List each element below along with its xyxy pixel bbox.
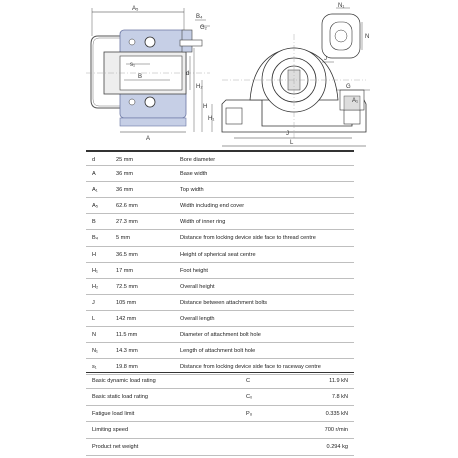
- rating-row: [86, 406, 354, 423]
- label-b: B: [138, 74, 143, 80]
- label-n1: N₁: [338, 3, 345, 9]
- dimension-symbol: A: [92, 171, 96, 178]
- dimension-symbol: B₄: [92, 235, 99, 242]
- dimension-symbol: H₁: [92, 267, 98, 274]
- dimension-symbol: B: [92, 219, 96, 226]
- dimension-value: 25 mm: [116, 157, 134, 163]
- dimension-row: [86, 327, 354, 343]
- dimension-description: Foot height: [180, 267, 208, 274]
- dimension-row: [86, 214, 354, 230]
- rating-label: Fatigue load limit: [92, 410, 135, 417]
- dimension-row: [86, 279, 354, 295]
- dimension-description: Base width: [180, 171, 208, 178]
- dimension-value: 62.6 mm: [116, 203, 138, 210]
- rating-row: [86, 372, 354, 389]
- dimension-row: [86, 295, 354, 311]
- dimension-value: 14.3 mm: [116, 348, 138, 355]
- dimension-value: 17 mm: [116, 267, 134, 274]
- dimension-value: 36 mm: [116, 171, 134, 178]
- label-h2: H₂: [196, 84, 203, 90]
- dimension-value: 5 mm: [116, 235, 130, 242]
- dimension-description: Diameter of attachment bolt hole: [180, 332, 261, 339]
- label-h1: H₁: [208, 116, 215, 122]
- dimension-description: Distance from locking device side face to thread centre: [180, 235, 316, 242]
- bearing-unit-drawing: [0, 0, 458, 150]
- dimension-description: Height of spherical seat centre: [180, 251, 256, 258]
- dimension-symbol: N: [92, 332, 97, 339]
- rating-value: 0.335 kN: [325, 410, 348, 417]
- rating-label: Basic static load rating: [92, 393, 148, 400]
- dimension-value: 36 mm: [116, 187, 134, 194]
- label-j-top: J: [324, 56, 327, 62]
- dimension-symbol: H₂: [92, 283, 99, 290]
- dimension-row: [86, 198, 354, 214]
- label-s1: s₁: [130, 62, 136, 68]
- dimension-value: 105 mm: [116, 299, 137, 306]
- rating-label: Limiting speed: [92, 427, 129, 434]
- label-h: H: [203, 104, 208, 110]
- rating-value: 11.9 kN: [329, 378, 348, 384]
- label-a1: A₁: [352, 98, 359, 104]
- dimension-symbol: A₁: [92, 187, 98, 194]
- dimension-description: Width including end cover: [180, 203, 245, 210]
- dimension-description: Overall length: [180, 315, 215, 322]
- dimension-row: [86, 263, 354, 279]
- rating-row: [86, 439, 354, 456]
- label-a5: A₅: [132, 6, 139, 12]
- label-g2: G₂: [200, 25, 207, 31]
- dimension-row: [86, 311, 354, 327]
- dimension-description: Bore diameter: [180, 157, 216, 163]
- dimension-value: 36.5 mm: [116, 251, 138, 258]
- rating-value: 0.294 kg: [326, 444, 348, 451]
- rating-symbol: C: [246, 378, 251, 384]
- label-l: L: [290, 140, 294, 146]
- rating-row: [86, 422, 354, 439]
- dimension-value: 72.5 mm: [116, 283, 138, 290]
- dimension-value: 27.3 mm: [116, 219, 138, 226]
- dimension-description: Distance between attachment bolts: [180, 299, 268, 306]
- dimension-value: 19.8 mm: [116, 364, 138, 371]
- label-a: A: [146, 136, 151, 142]
- rating-symbol: Pᵤ: [246, 410, 252, 417]
- dimension-row: [86, 166, 354, 182]
- dimension-value: 142 mm: [116, 315, 137, 322]
- dimension-symbol: N₁: [92, 348, 98, 355]
- dimension-symbol: L: [92, 315, 96, 322]
- rating-value: 7.8 kN: [331, 393, 348, 400]
- dimension-description: Top width: [180, 187, 204, 194]
- section-view: [86, 6, 210, 142]
- dimension-row: [86, 182, 354, 198]
- dimensions-table: [86, 150, 354, 375]
- dimension-row: [86, 247, 354, 263]
- dimension-description: Overall height: [180, 283, 215, 290]
- dimension-symbol: d: [92, 157, 96, 163]
- dimension-description: Length of attachment bolt hole: [180, 348, 256, 355]
- label-d: d: [186, 71, 190, 77]
- dimension-row: [86, 150, 354, 166]
- rating-row: [86, 389, 354, 406]
- dimension-description: Width of inner ring: [180, 219, 226, 226]
- dimension-value: 11.5 mm: [116, 332, 138, 339]
- rating-value: 700 r/min: [324, 427, 348, 434]
- ratings-table: [86, 372, 354, 456]
- dimension-symbol: H: [92, 251, 97, 258]
- rating-label: Product net weight: [92, 444, 139, 451]
- label-n: N: [365, 34, 370, 40]
- dimension-symbol: J: [92, 299, 95, 306]
- rating-symbol: C₀: [246, 393, 253, 400]
- dimension-row: [86, 343, 354, 359]
- dimension-row: [86, 230, 354, 246]
- label-j: J: [286, 131, 289, 137]
- rating-label: Basic dynamic load rating: [92, 378, 156, 384]
- label-b4: B₄: [196, 14, 203, 20]
- dimension-symbol: A₅: [92, 203, 98, 210]
- dimension-symbol: s₁: [92, 364, 97, 371]
- label-g: G: [346, 84, 351, 90]
- dimension-description: Distance from locking device side face to raceway centre: [180, 364, 321, 371]
